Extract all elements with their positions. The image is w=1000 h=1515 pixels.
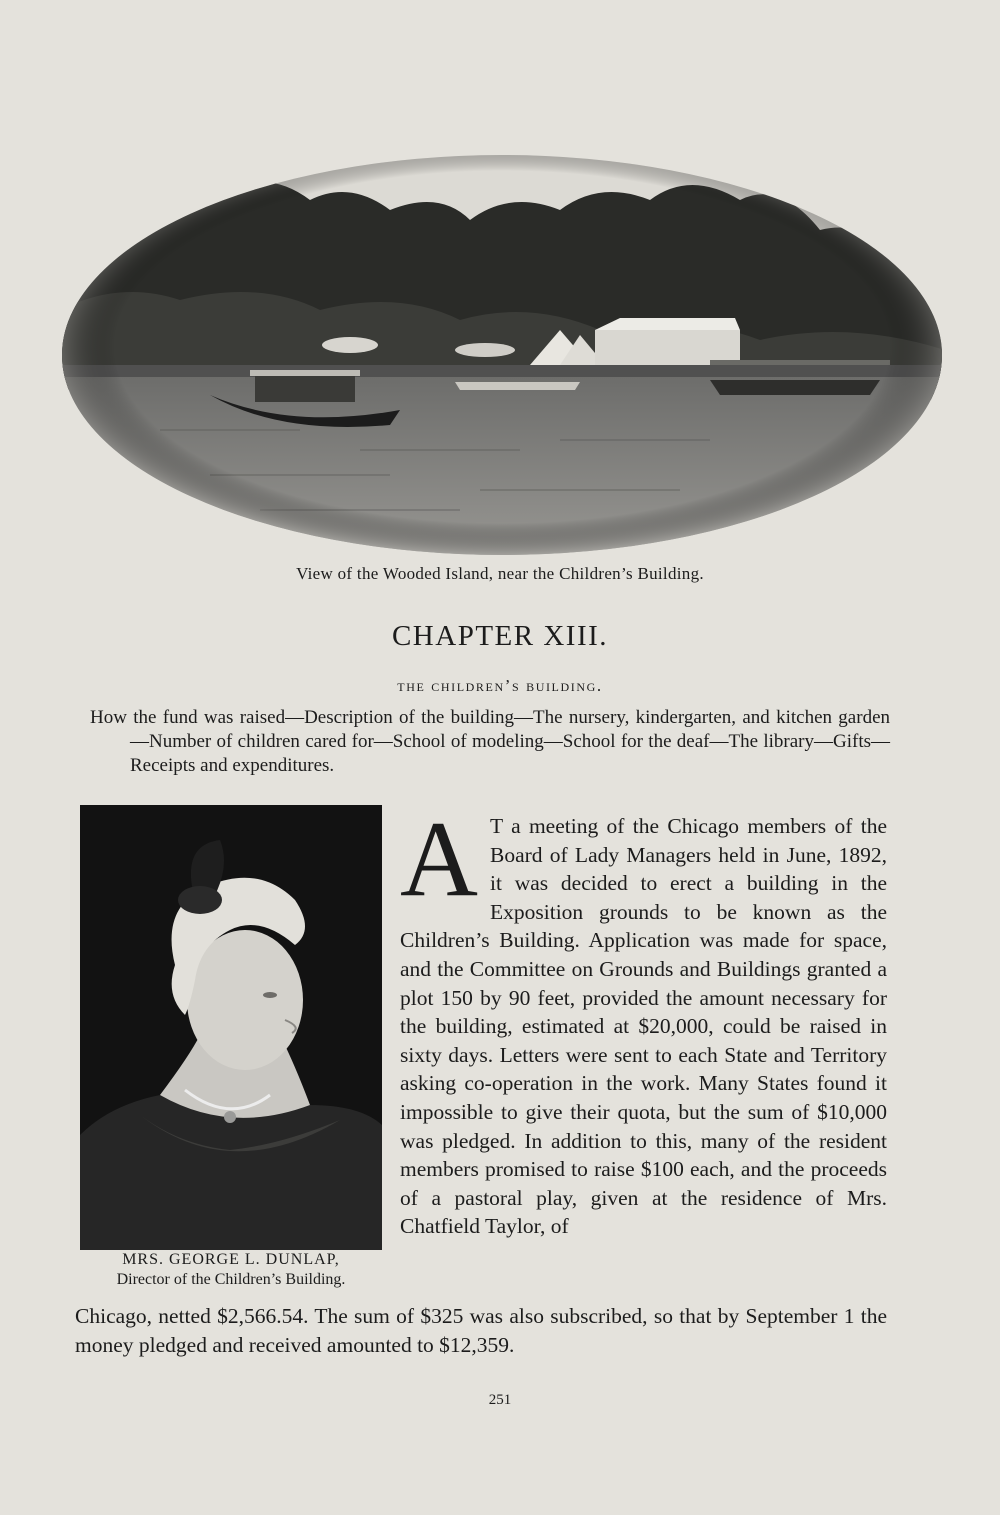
portrait-name: MRS. GEORGE L. DUNLAP, — [122, 1251, 340, 1268]
portrait-title: Director of the Children’s Building. — [116, 1271, 346, 1288]
drop-cap: A — [400, 800, 478, 919]
page-number: 251 — [488, 1392, 512, 1408]
chapter-heading: CHAPTER XIII. — [391, 620, 609, 652]
portrait-caption — [80, 1250, 382, 1290]
chapter-summary — [90, 706, 890, 778]
body-paragraph-continuation: Chicago, netted $2,566.54. The sum of $325 was also subscribed, so that by September 1 the money pledged and received amounted to $12,359. — [75, 1304, 887, 1357]
wooded-island-photograph — [60, 140, 945, 560]
portrait-photograph — [80, 805, 382, 1250]
chapter-subtitle: the children’s building. — [397, 676, 603, 695]
chapter-summary-text: How the fund was raised—Description of the building—The nursery, kindergarten, and kitchen garden—Number of children cared for—School of modeling—School for the deaf—The library—Gifts—Receipts and expenditures. — [90, 707, 890, 776]
body-paragraph — [400, 800, 887, 1241]
body-paragraph-text: T a meeting of the Chicago members of the Board of Lady Managers held in June, 1892, it was decided to erect a building in the Exposition grounds to be known as the Children’s Building. Application was made for space, and the Committee on Grounds and Buildings granted a plot 150 by 90 feet, provided the amount necessary for the building, estimated at $20,000, could be raised in sixty days. Letters were sent to each State and Territory asking co-operation in the work. Many States found it impossible to give their quota, but the sum of $10,000 was pledged. In addition to this, many of the resident members promised to raise $100 each, and the proceeds of a pastoral play, given at the residence of Mrs. Chatfield Taylor, of — [400, 814, 887, 1239]
photo-caption: View of the Wooded Island, near the Children’s Building. — [296, 564, 704, 583]
